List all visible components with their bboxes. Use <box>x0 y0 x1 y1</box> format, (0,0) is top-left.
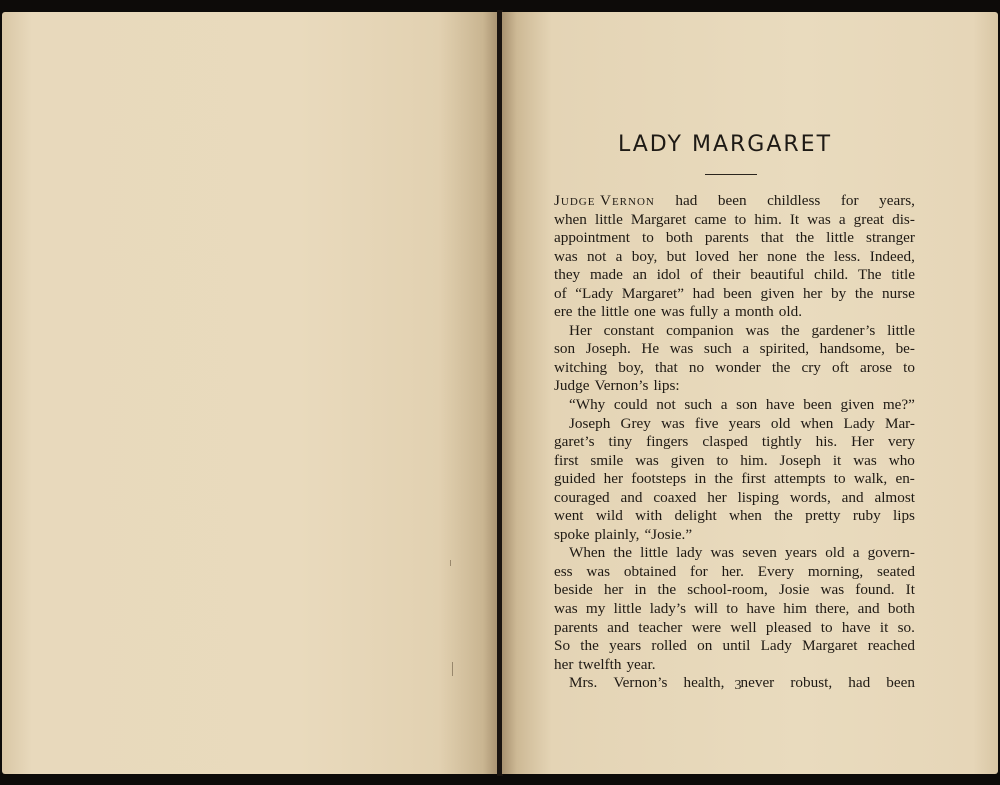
word: in <box>634 581 647 599</box>
word: Vernon’s <box>594 377 649 395</box>
word: that <box>760 229 784 247</box>
word: Every <box>757 562 795 580</box>
word: Lady <box>843 414 875 432</box>
word: her <box>802 284 823 302</box>
word: one <box>633 303 656 321</box>
word: in <box>694 470 707 488</box>
word: coaxed <box>653 488 697 506</box>
word: with <box>635 507 663 525</box>
page-number: 3 <box>734 678 742 693</box>
word: on <box>697 637 713 655</box>
word: of <box>554 284 567 302</box>
word: fully <box>689 303 719 321</box>
word: it <box>832 451 842 469</box>
word: Her <box>851 433 874 451</box>
word: loved <box>695 247 730 265</box>
word: no <box>688 358 705 376</box>
word: for <box>840 192 859 209</box>
word: nurse <box>882 284 915 302</box>
word: to <box>726 600 739 618</box>
word: a <box>720 396 728 414</box>
text-line <box>554 415 915 434</box>
word: was <box>745 321 770 339</box>
word: so. <box>897 618 915 636</box>
word: Lady <box>760 637 792 655</box>
word: the <box>657 581 677 599</box>
word: by <box>830 284 847 302</box>
word: to <box>833 470 846 488</box>
word: little <box>640 544 668 562</box>
word: rolled <box>651 637 687 655</box>
word: little <box>613 600 642 618</box>
word: such <box>703 340 732 358</box>
word: the <box>580 637 599 655</box>
text-line <box>554 563 915 582</box>
word: to <box>641 229 654 247</box>
word: both <box>665 229 693 247</box>
word: morning, <box>807 562 864 580</box>
word: was <box>807 210 831 228</box>
word: the <box>613 544 632 562</box>
word: tightly <box>761 433 802 451</box>
word: appointment <box>554 229 630 247</box>
word: couraged <box>554 488 610 506</box>
word: his. <box>815 433 838 451</box>
word: When <box>569 544 606 562</box>
word: was <box>554 600 578 618</box>
word: was <box>710 544 735 562</box>
text-line <box>554 526 915 545</box>
word: found. <box>855 581 895 599</box>
word: pretty <box>805 507 841 525</box>
word: great <box>853 210 885 228</box>
word: little <box>826 229 855 247</box>
word: it <box>879 618 889 636</box>
word: son <box>736 396 758 414</box>
word: him. <box>740 451 768 469</box>
word: guided <box>554 470 596 488</box>
word: was <box>669 340 694 358</box>
text-line <box>554 544 915 563</box>
word: Judge <box>554 377 590 395</box>
word: title <box>891 266 915 284</box>
word: childless <box>767 192 821 209</box>
word: companion <box>666 321 734 339</box>
word: health, <box>683 674 725 692</box>
word: the <box>854 284 874 302</box>
word: but <box>666 247 687 265</box>
text-line <box>554 340 915 359</box>
word: the <box>577 303 597 321</box>
word: obtained <box>623 562 677 580</box>
word: govern- <box>867 544 915 562</box>
text-line <box>554 303 915 322</box>
text-line <box>554 192 915 211</box>
word: never <box>740 674 775 692</box>
word: Josie <box>778 581 810 599</box>
word: garet’s <box>554 433 595 451</box>
word: a <box>615 247 623 265</box>
word: and <box>620 488 643 506</box>
word: arose <box>860 358 893 376</box>
word: boy, <box>631 247 658 265</box>
text-line <box>554 470 915 489</box>
word: He <box>641 340 660 358</box>
word: have <box>765 396 795 414</box>
word: ruby <box>852 507 881 525</box>
word: were <box>691 618 722 636</box>
word: Margaret” <box>621 284 685 302</box>
word: the <box>781 321 800 339</box>
word: idol <box>656 266 681 284</box>
word: none <box>767 247 797 265</box>
word: that <box>654 358 678 376</box>
word: an <box>632 266 647 284</box>
word: seated <box>877 562 915 580</box>
word: child. <box>813 266 849 284</box>
word: little <box>601 303 629 321</box>
word: given <box>760 284 795 302</box>
word: teacher <box>638 618 683 636</box>
word: smile <box>590 451 624 469</box>
word: little <box>887 321 915 339</box>
word: of <box>690 266 703 284</box>
word: first <box>741 470 766 488</box>
word: ess <box>554 562 573 580</box>
text-line <box>554 266 915 285</box>
word: gardener’s <box>811 321 876 339</box>
word: given <box>670 451 705 469</box>
word: “Josie.” <box>644 525 693 543</box>
word: Joseph. <box>585 340 631 358</box>
word: Margaret <box>802 637 858 655</box>
word: have <box>841 618 871 636</box>
word: school-room, <box>687 581 768 599</box>
word: me?” <box>882 396 915 414</box>
word: five <box>694 414 719 432</box>
word: tiny <box>608 433 633 451</box>
text-line <box>554 229 915 248</box>
word: Mrs. <box>569 674 598 692</box>
word: him. <box>754 210 782 228</box>
text-line <box>554 637 915 656</box>
word: came <box>694 210 727 228</box>
word: was <box>554 247 578 265</box>
word: fingers <box>646 433 689 451</box>
word: lisping <box>737 488 779 506</box>
word: constant <box>603 321 655 339</box>
word: Joseph <box>569 414 611 432</box>
paper-speck <box>452 662 453 676</box>
word: reached <box>867 637 915 655</box>
word: been <box>717 192 747 209</box>
text-line <box>554 581 915 600</box>
word: was <box>661 414 685 432</box>
word: Mar- <box>884 414 915 432</box>
word: their <box>712 266 741 284</box>
word: wild <box>595 507 623 525</box>
word: years, <box>879 192 915 209</box>
word: lady <box>676 544 703 562</box>
word: the <box>806 247 825 265</box>
word: “Why <box>569 396 606 414</box>
word: her <box>738 247 758 265</box>
text-line <box>554 656 915 675</box>
text-line <box>554 433 915 452</box>
word: well <box>730 618 757 636</box>
word: will <box>694 600 718 618</box>
word: Vernon’s <box>613 674 668 692</box>
word: old <box>770 414 791 432</box>
word: and <box>607 618 630 636</box>
word: her <box>603 470 624 488</box>
word: and <box>841 488 864 506</box>
word: month <box>734 303 774 321</box>
word: a <box>723 303 730 321</box>
word: It <box>905 581 915 599</box>
word: both <box>887 600 915 618</box>
word: not <box>656 396 676 414</box>
word: stranger <box>866 229 915 247</box>
word: have <box>746 600 775 618</box>
word: the <box>795 229 815 247</box>
word: spoke <box>554 525 590 543</box>
text-line <box>554 452 915 471</box>
body-text <box>554 192 915 693</box>
word: walk, <box>853 470 888 488</box>
word: lips <box>893 507 915 525</box>
text-line <box>554 489 915 508</box>
word: such <box>684 396 713 414</box>
word: was <box>853 451 877 469</box>
word: delight <box>674 507 717 525</box>
word: her <box>603 581 624 599</box>
word: her. <box>721 562 744 580</box>
word: her <box>707 488 727 506</box>
word: could <box>613 396 648 414</box>
opening-small-caps: Judge Vernon <box>554 192 655 209</box>
word: clasped <box>702 433 748 451</box>
word: lady’s <box>649 600 687 618</box>
word: been <box>803 396 832 414</box>
word: first <box>554 451 579 469</box>
word: parents <box>704 229 749 247</box>
word: robust, <box>790 674 833 692</box>
word: been <box>723 284 752 302</box>
word: given <box>840 396 875 414</box>
word: less. <box>833 247 861 265</box>
word: a <box>742 340 750 358</box>
word: a <box>852 544 860 562</box>
word: attempts <box>774 470 826 488</box>
word: little <box>594 210 623 228</box>
word: had <box>675 192 698 209</box>
word: year. <box>626 655 656 673</box>
word: who <box>888 451 915 469</box>
word: spirited, <box>759 340 810 358</box>
text-line <box>554 507 915 526</box>
word: very <box>887 433 915 451</box>
word: oft <box>832 358 849 376</box>
word: her <box>554 655 574 673</box>
word: not <box>586 247 607 265</box>
text-line <box>554 285 915 304</box>
word: ere <box>554 303 573 321</box>
word: when <box>800 414 834 432</box>
word: him <box>783 600 807 618</box>
word: Joseph <box>779 451 821 469</box>
word: seven <box>742 544 777 562</box>
word: for <box>690 562 708 580</box>
word: was <box>820 581 845 599</box>
paper-speck <box>450 560 451 566</box>
word: Margaret <box>630 210 687 228</box>
word: to <box>820 618 833 636</box>
word: pleased <box>765 618 812 636</box>
word: made <box>589 266 623 284</box>
text-line <box>554 211 915 230</box>
word: old <box>825 544 845 562</box>
word: words, <box>789 488 831 506</box>
word: there, <box>815 600 850 618</box>
word: had <box>848 674 871 692</box>
text-line <box>554 248 915 267</box>
text-line <box>554 600 915 619</box>
text-line <box>554 377 915 396</box>
word: beside <box>554 581 593 599</box>
chapter-title: LADY MARGARET <box>618 132 833 157</box>
text-line <box>554 322 915 341</box>
word: the <box>774 507 793 525</box>
word: witching <box>554 358 608 376</box>
word: was <box>586 562 611 580</box>
word: en- <box>895 470 915 488</box>
word: old. <box>778 303 802 321</box>
text-line <box>554 619 915 638</box>
word: the <box>714 470 734 488</box>
word: plainly, <box>594 525 640 543</box>
word: almost <box>874 488 915 506</box>
word: twelfth <box>578 655 622 673</box>
word: son <box>554 340 576 358</box>
text-line <box>554 396 915 415</box>
word: the <box>771 358 791 376</box>
word: they <box>554 266 581 284</box>
left-page-blank <box>2 12 498 774</box>
word: until <box>722 637 751 655</box>
word: cry <box>801 358 821 376</box>
word: my <box>585 600 606 618</box>
title-rule <box>705 174 757 175</box>
word: when <box>554 210 587 228</box>
word: wonder <box>715 358 761 376</box>
word: was <box>660 303 685 321</box>
word: parents <box>554 618 598 636</box>
word: boy, <box>618 358 644 376</box>
word: years <box>728 414 761 432</box>
word: So <box>554 637 571 655</box>
text-line <box>554 359 915 378</box>
word: beautiful <box>750 266 805 284</box>
word: to <box>734 210 747 228</box>
word: Grey <box>620 414 651 432</box>
word: to <box>716 451 729 469</box>
word: and <box>857 600 880 618</box>
word: “Lady <box>575 284 614 302</box>
word: Her <box>569 321 592 339</box>
word: It <box>789 210 800 228</box>
word: a <box>838 210 846 228</box>
word: Indeed, <box>869 247 915 265</box>
word: when <box>729 507 762 525</box>
word: handsome, <box>819 340 885 358</box>
word: went <box>554 507 584 525</box>
word: years <box>609 637 642 655</box>
word: was <box>635 451 659 469</box>
word: footsteps <box>631 470 687 488</box>
word: The <box>857 266 882 284</box>
word: be- <box>895 340 915 358</box>
word: lips: <box>653 377 680 395</box>
word: had <box>692 284 715 302</box>
word: dis- <box>892 210 915 228</box>
word: to <box>903 358 915 376</box>
word: been <box>886 674 915 692</box>
word: years <box>784 544 818 562</box>
